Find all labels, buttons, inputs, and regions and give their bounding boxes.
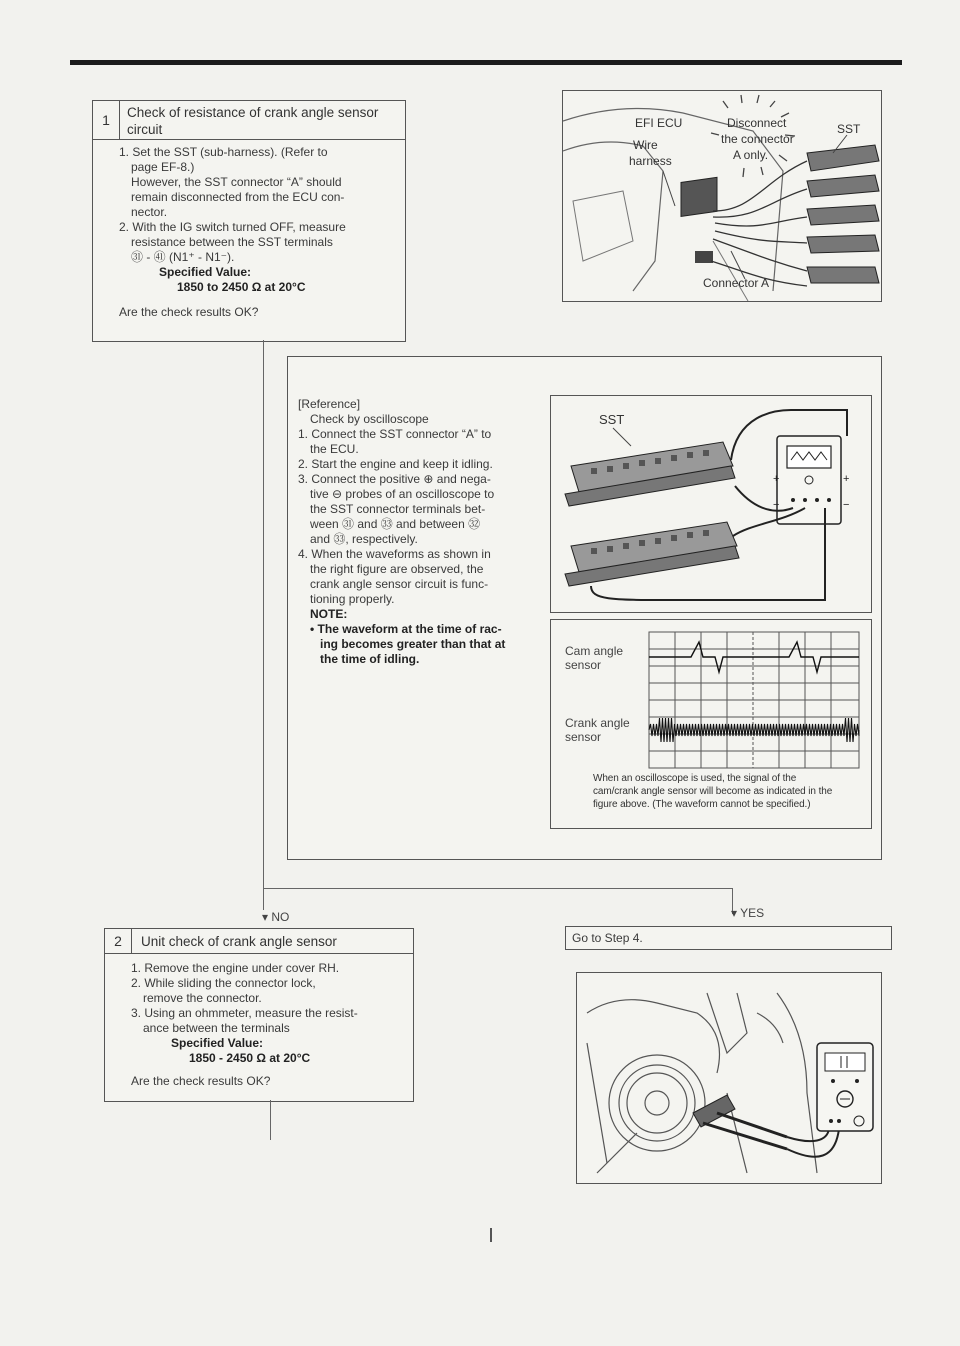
yes-text: YES [740,906,765,920]
efi-ecu-label: EFI ECU [635,116,683,130]
yes-label: ▾ YES [731,906,765,920]
waveform-caption-line: figure above. (The waveform cannot be specified.) [593,799,811,810]
reference-heading: [Reference] [298,397,361,411]
reference-line: crank angle sensor circuit is func- [310,577,489,591]
reference-line: 3. Connect the positive ⊕ and nega- [298,472,491,486]
cam-angle-label-1: Cam angle [565,644,624,658]
waveform-figure [550,619,872,829]
no-label: ▾ NO [262,910,290,924]
note-line: ing becomes greater than that at [320,637,506,651]
step2-line: 2. While sliding the connector lock, [131,976,316,990]
step2-header [105,929,413,954]
step1-line: page EF-8.) [131,160,195,174]
reference-line: and ㉝, respectively. [310,532,418,546]
step2-line: ance between the terminals [143,1021,290,1035]
reference-subheading: Check by oscilloscope [310,412,429,426]
reference-line: 1. Connect the SST connector “A” to [298,427,492,441]
svg-text:+: + [843,473,850,485]
reference-line: tive ⊖ probes of an oscilloscope to [310,487,495,501]
wire-label: Wire [633,138,658,152]
no-text: NO [271,910,290,924]
reference-text [298,397,556,667]
ohmmeter-figure [576,972,882,1184]
sst-label: SST [837,122,861,136]
harness-label: harness [629,154,672,168]
step2-line: remove the connector. [143,991,262,1005]
disconnect-label-1: Disconnect [727,116,787,130]
step1-line: 2. With the IG switch turned OFF, measure [119,220,346,234]
step1-line: 1. Set the SST (sub-harness). (Refer to [119,145,328,159]
disconnect-label-2: the connector [721,132,794,146]
svg-text:+: + [773,473,780,485]
waveform-caption-line: When an oscilloscope is used, the signal of the [593,773,797,784]
step1-spec-value: 1850 to 2450 Ω at 20°C [177,280,306,294]
crank-angle-label-1: Crank angle [565,716,630,730]
step2-title: Unit check of crank angle sensor [141,934,337,949]
reference-line: the ECU. [310,442,359,456]
goto-text: Go to Step 4. [572,931,643,945]
reference-line: the right figure are observed, the [310,562,484,576]
reference-line: 4. When the waveforms as shown in [298,547,491,561]
ecu-connection-figure [562,90,882,302]
connector-a-label: Connector A [703,276,770,290]
step2-spec-label: Specified Value: [171,1036,264,1050]
step2-line: 1. Remove the engine under cover RH. [131,961,340,975]
step1-title-line1: Check of resistance of crank angle sensor [127,105,379,120]
reference-line: the SST connector terminals bet- [310,502,486,516]
reference-line: ween ㉛ and ㉝ and between ㉜ [310,517,481,531]
note-line: the time of idling. [320,652,420,666]
step2-down-line [270,1100,271,1140]
svg-text:−: − [773,499,780,511]
ohmmeter-illustration [577,973,881,1183]
goto-box [565,926,892,950]
reference-line: 2. Start the engine and keep it idling. [298,457,493,471]
header-rule [70,60,902,65]
step1-spec-label: Specified Value: [159,265,252,279]
step1-title-line2: circuit [127,122,163,137]
step1-number: 1 [93,101,120,139]
step1-line: ㉛ - ㊶ (N1⁺ - N1⁻). [131,250,235,264]
step2-line: 3. Using an ohmmeter, measure the resist- [131,1006,358,1020]
flow-line [263,340,264,910]
note-label: NOTE: [310,607,348,621]
disconnect-label-3: A only. [733,148,769,162]
cam-angle-label-2: sensor [565,658,602,672]
step1-title [127,104,378,138]
waveform-caption [593,772,863,811]
step2-question: Are the check results OK? [131,1074,271,1088]
step2-box [104,928,414,1102]
step2-number: 2 [105,929,132,953]
step1-line: remain disconnected from the ECU con- [131,190,345,204]
oscilloscope-illustration [551,396,871,612]
crank-angle-label-2: sensor [565,730,602,744]
step1-body [119,145,403,320]
waveform-caption-line: cam/crank angle sensor will become as indicated in the [593,786,833,797]
step1-box [92,100,406,342]
reference-box [287,356,882,860]
scope-sst-label: SST [599,412,625,427]
step1-line: resistance between the SST terminals [131,235,333,249]
step1-question: Are the check results OK? [119,305,259,319]
waveform-grid [551,620,871,770]
oscilloscope-figure [550,395,872,613]
reference-line: tioning properly. [310,592,395,606]
step2-spec-value: 1850 - 2450 Ω at 20°C [189,1051,311,1065]
ecu-connection-illustration [563,91,881,301]
step1-header [93,101,405,140]
svg-text:−: − [843,499,850,511]
branch-line [263,888,733,889]
step2-body [131,961,411,1089]
note-line: • The waveform at the time of rac- [310,622,502,636]
step1-line: However, the SST connector “A” should [131,175,342,189]
page-mark [490,1228,492,1242]
step1-line: nector. [131,205,168,219]
